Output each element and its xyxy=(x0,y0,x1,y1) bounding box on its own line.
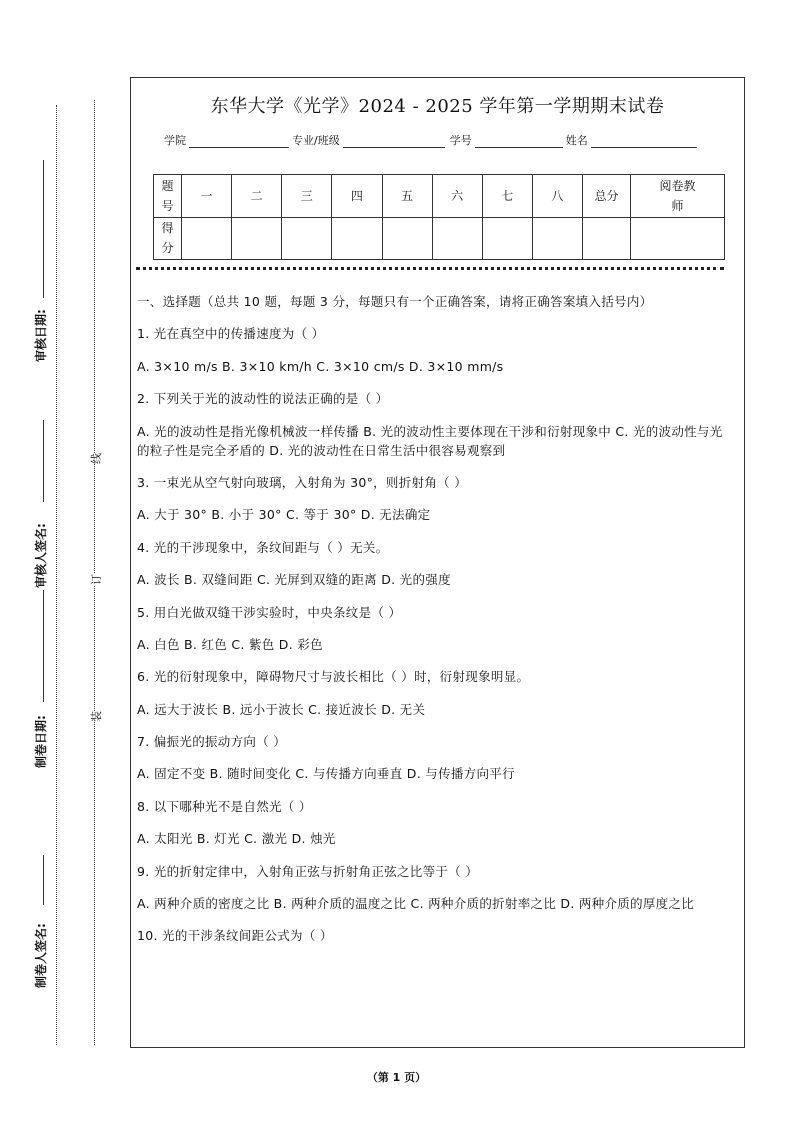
score-cell[interactable] xyxy=(282,217,332,260)
header-cell: 六 xyxy=(432,175,482,218)
score-cell[interactable] xyxy=(332,217,382,260)
section-heading: 一、选择题（总共 10 题，每题 3 分，每题只有一个正确答案，请将正确答案填入括号内） xyxy=(137,294,653,309)
row-label-question-number: 题号 xyxy=(154,175,182,218)
score-cell[interactable] xyxy=(532,217,582,260)
question-6-options: A. 远大于波长 B. 远小于波长 C. 接近波长 D. 无关 xyxy=(137,701,426,717)
header-cell: 八 xyxy=(532,175,582,218)
binding-dotted-line-inner xyxy=(94,100,95,1045)
major-class-field[interactable] xyxy=(343,135,445,148)
question-10: 10. 光的干涉条纹间距公式为（ ） xyxy=(137,928,333,944)
header-cell: 二 xyxy=(232,175,282,218)
question-4-options: A. 波长 B. 双缝间距 C. 光屏到双缝的距离 D. 光的强度 xyxy=(137,572,451,588)
exam-frame xyxy=(130,77,745,1048)
name-field[interactable] xyxy=(591,135,697,148)
score-cell-total[interactable] xyxy=(583,217,631,260)
exam-title: 东华大学《光学》2024 - 2025 学年第一学期期末试卷 xyxy=(210,96,665,117)
question-8: 8. 以下哪种光不是自然光（ ） xyxy=(137,798,312,814)
student-info-row xyxy=(164,132,724,148)
binding-strip xyxy=(0,0,130,1122)
header-cell: 一 xyxy=(182,175,232,218)
header-cell-grader: 阅卷教师 xyxy=(631,175,725,218)
question-8-options: A. 太阳光 B. 灯光 C. 激光 D. 烛光 xyxy=(137,831,336,847)
question-2-options: A. 光的波动性是指光像机械波一样传播 B. 光的波动性主要体现在干涉和衍射现象中 C. 光的波动性与光的粒子性是完全矛盾的 D. 光的波动性在日常生活中很容易观察到 xyxy=(137,423,723,458)
header-cell: 七 xyxy=(482,175,532,218)
maker-sign-line xyxy=(43,855,44,905)
page-number: （第 1 页） xyxy=(366,1071,427,1084)
question-3-options: A. 大于 30° B. 小于 30° C. 等于 30° D. 无法确定 xyxy=(137,507,431,523)
question-content xyxy=(137,292,735,959)
student-id-field[interactable] xyxy=(475,135,563,148)
score-cell[interactable] xyxy=(432,217,482,260)
maker-sign-label: 制卷人签名: xyxy=(34,923,48,988)
college-label: 学院 xyxy=(164,134,186,147)
header-cell: 五 xyxy=(382,175,432,218)
dotted-separator xyxy=(136,267,724,270)
question-7: 7. 偏振光的振动方向（ ） xyxy=(137,734,287,750)
question-9: 9. 光的折射定律中，入射角正弦与折射角正弦之比等于（ ） xyxy=(137,863,479,879)
student-id-label: 学号 xyxy=(449,134,472,147)
question-7-options: A. 固定不变 B. 随时间变化 C. 与传播方向垂直 D. 与传播方向平行 xyxy=(137,766,515,782)
reviewer-sign-label: 审核人签名: xyxy=(34,523,48,588)
score-cell[interactable] xyxy=(232,217,282,260)
bind-char: 订 xyxy=(90,574,103,585)
binding-dotted-line-outer xyxy=(56,105,57,1045)
score-table-score-row xyxy=(154,217,725,260)
review-date-label: 审核日期: xyxy=(34,309,48,362)
review-date-line xyxy=(43,160,44,298)
major-class-label: 专业/班级 xyxy=(292,134,340,147)
reviewer-sign-line xyxy=(43,420,44,502)
seal-char: 装 xyxy=(90,711,103,722)
score-cell[interactable] xyxy=(182,217,232,260)
name-label: 姓名 xyxy=(565,134,588,147)
score-table-header-row xyxy=(154,175,725,218)
header-cell-total: 总分 xyxy=(583,175,631,218)
score-cell[interactable] xyxy=(482,217,532,260)
score-cell-grader[interactable] xyxy=(631,217,725,260)
college-field[interactable] xyxy=(189,135,289,148)
score-cell[interactable] xyxy=(382,217,432,260)
question-6: 6. 光的衍射现象中，障碍物尺寸与波长相比（ ）时，衍射现象明显。 xyxy=(137,669,530,685)
header-cell: 三 xyxy=(282,175,332,218)
question-1-options: A. 3×10 m/s B. 3×10 km/h C. 3×10 cm/s D. 3×10 mm/s xyxy=(137,358,504,374)
question-1: 1. 光在真空中的传播速度为（ ） xyxy=(137,326,325,342)
question-2: 2. 下列关于光的波动性的说法正确的是（ ） xyxy=(137,391,389,407)
line-char: 线 xyxy=(90,453,103,464)
question-4: 4. 光的干涉现象中，条纹间距与（ ）无关。 xyxy=(137,539,389,555)
header-cell: 四 xyxy=(332,175,382,218)
question-5-options: A. 白色 B. 红色 C. 紫色 D. 彩色 xyxy=(137,636,323,652)
score-table xyxy=(153,174,725,260)
question-3: 3. 一束光从空气射向玻璃，入射角为 30°，则折射角（ ） xyxy=(137,474,468,490)
question-5: 5. 用白光做双缝干涉实验时，中央条纹是（ ） xyxy=(137,604,402,620)
question-9-options: A. 两种介质的密度之比 B. 两种介质的温度之比 C. 两种介质的折射率之比 D. 两种介质的厚度之比 xyxy=(137,896,695,912)
row-label-score: 得分 xyxy=(154,217,182,260)
make-date-line xyxy=(43,590,44,702)
make-date-label: 制卷日期: xyxy=(34,715,48,768)
